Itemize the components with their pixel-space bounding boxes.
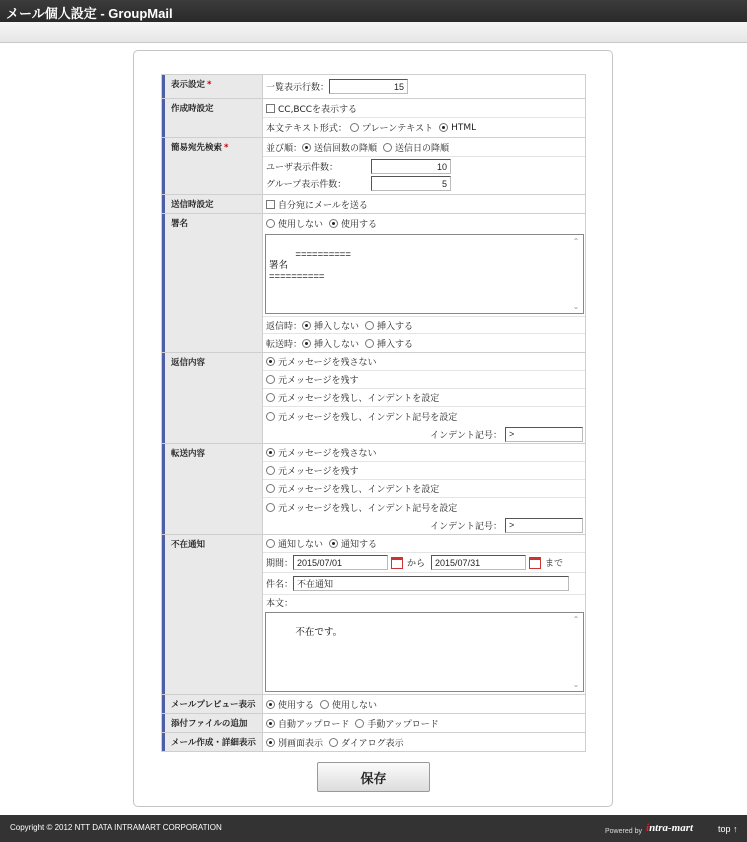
- forward-no-insert-label: 挿入しない: [314, 339, 360, 350]
- toolbar: [0, 22, 747, 43]
- manual-upload-radio[interactable]: [355, 719, 364, 728]
- auto-upload-label: 自動アップロード: [278, 719, 350, 730]
- start-date-input[interactable]: 2015/07/01: [293, 555, 388, 570]
- scroll-up-icon[interactable]: ⌃: [572, 615, 580, 624]
- user-count-label: ユーザ表示件数：: [266, 163, 339, 173]
- reply-insert-label: 返信時：: [266, 321, 303, 332]
- row-attachment: [162, 714, 585, 733]
- reply-option-radio[interactable]: [266, 412, 275, 421]
- scroll-up-icon[interactable]: ⌃: [572, 237, 580, 246]
- ccbcc-label: CC,BCCを表示する: [278, 104, 358, 115]
- forward-option-radio[interactable]: [266, 503, 275, 512]
- separate-window-label: 別画面表示: [278, 738, 324, 749]
- preview-on-label: 使用する: [278, 700, 315, 711]
- preview-off-radio[interactable]: [320, 700, 329, 709]
- separate-window-radio[interactable]: [266, 738, 275, 747]
- powered-by: Powered by: [605, 828, 642, 835]
- required-mark: *: [224, 143, 229, 153]
- send-to-self-label: 自分宛にメールを送る: [278, 200, 368, 211]
- end-date-input[interactable]: 2015/07/31: [431, 555, 526, 570]
- to-label: まで: [545, 559, 564, 569]
- row-forward-content: [162, 444, 585, 535]
- label-reply-content: 返信内容: [162, 353, 263, 443]
- forward-option-radio[interactable]: [266, 484, 275, 493]
- settings-form: [161, 74, 586, 752]
- save-button[interactable]: 保存: [317, 762, 430, 792]
- auto-upload-radio[interactable]: [266, 719, 275, 728]
- period-label: 期間：: [266, 559, 294, 569]
- intramart-logo: [646, 822, 693, 834]
- calendar-icon[interactable]: [391, 557, 403, 569]
- html-label: HTML: [451, 122, 477, 133]
- order-label: 並び順：: [266, 143, 303, 154]
- no-notify-radio[interactable]: [266, 539, 275, 548]
- top-link[interactable]: top ↑: [718, 824, 738, 834]
- reply-option-radio[interactable]: [266, 375, 275, 384]
- notify-label: 通知する: [341, 540, 378, 550]
- html-radio[interactable]: [439, 123, 448, 132]
- label-absence: 不在通知: [162, 535, 263, 694]
- body-text: 不在です。: [295, 627, 343, 638]
- reply-option-label: 元メッセージを残す: [278, 376, 359, 386]
- plain-label: プレーンテキスト: [361, 124, 434, 134]
- row-reply-content: [162, 353, 585, 444]
- reply-indent-input[interactable]: >: [505, 427, 583, 442]
- logo-text: ntra-mart: [649, 822, 694, 834]
- row-quick-search: [162, 138, 585, 195]
- reply-option-radio[interactable]: [266, 393, 275, 402]
- forward-option-label: 元メッセージを残し、インデントを設定: [278, 485, 440, 495]
- text-format-label: 本文テキスト形式：: [266, 124, 347, 134]
- label-quick-search: [162, 138, 263, 194]
- reply-insert-label-text: 挿入する: [377, 321, 414, 332]
- by-count-radio[interactable]: [302, 143, 311, 152]
- forward-indent-input[interactable]: >: [505, 518, 583, 533]
- subject-input[interactable]: 不在通知: [293, 576, 569, 591]
- dialog-label: ダイアログ表示: [341, 738, 404, 749]
- label-attachment: 添付ファイルの追加: [162, 714, 263, 732]
- forward-insert-label: 転送時：: [266, 339, 303, 350]
- send-to-self-checkbox[interactable]: [266, 200, 275, 209]
- signature-on-radio[interactable]: [329, 219, 338, 228]
- label-text: 表示設定: [171, 80, 206, 90]
- row-absence: [162, 535, 585, 695]
- forward-insert-radio[interactable]: [365, 339, 374, 348]
- forward-option-label: 元メッセージを残す: [278, 467, 359, 477]
- scrollbar[interactable]: [569, 235, 583, 313]
- reply-option-label: 元メッセージを残さない: [278, 358, 377, 368]
- forward-option-label: 元メッセージを残さない: [278, 449, 377, 459]
- signature-textarea[interactable]: [265, 234, 584, 314]
- scroll-down-icon[interactable]: ⌄: [572, 302, 580, 311]
- ccbcc-checkbox[interactable]: [266, 104, 275, 113]
- calendar-icon[interactable]: [529, 557, 541, 569]
- scroll-down-icon[interactable]: ⌄: [572, 680, 580, 689]
- notify-radio[interactable]: [329, 539, 338, 548]
- dialog-radio[interactable]: [329, 738, 338, 747]
- row-display: [162, 75, 585, 99]
- forward-option-label: 元メッセージを残し、インデント記号を設定: [278, 503, 458, 514]
- rows-label: 一覧表示行数：: [266, 83, 330, 93]
- no-notify-label: 通知しない: [278, 540, 324, 550]
- group-count-input[interactable]: 5: [371, 176, 451, 191]
- row-compose: [162, 99, 585, 138]
- body-textarea[interactable]: [265, 612, 584, 692]
- reply-indent-label: インデント記号：: [430, 430, 502, 441]
- reply-option-radio[interactable]: [266, 357, 275, 366]
- forward-no-insert-radio[interactable]: [302, 339, 311, 348]
- reply-no-insert-label: 挿入しない: [314, 321, 360, 332]
- signature-off-radio[interactable]: [266, 219, 275, 228]
- row-send: [162, 195, 585, 214]
- by-date-label: 送信日の降順: [395, 143, 450, 154]
- signature-on-label: 使用する: [341, 219, 378, 230]
- copyright: Copyright © 2012 NTT DATA INTRAMART CORPORATION: [10, 823, 222, 832]
- manual-upload-label: 手動アップロード: [367, 719, 439, 730]
- settings-panel: [133, 50, 613, 807]
- logo-i: i: [646, 822, 650, 834]
- label-detail: メール作成・詳細表示: [162, 733, 263, 751]
- forward-option-radio[interactable]: [266, 448, 275, 457]
- preview-off-label: 使用しない: [332, 700, 378, 711]
- rows-input[interactable]: 15: [329, 79, 408, 94]
- body-label: 本文：: [266, 599, 294, 609]
- plain-radio[interactable]: [350, 123, 359, 132]
- forward-option-radio[interactable]: [266, 466, 275, 475]
- footer: [0, 815, 747, 842]
- from-label: から: [407, 559, 426, 569]
- reply-insert-radio[interactable]: [365, 321, 374, 330]
- user-count-input[interactable]: 10: [371, 159, 451, 174]
- preview-on-radio[interactable]: [266, 700, 275, 709]
- row-signature: [162, 214, 585, 353]
- group-count-label: グループ表示件数：: [266, 180, 347, 190]
- label-signature: 署名: [162, 214, 263, 352]
- label-compose: 作成時設定: [162, 99, 263, 137]
- reply-option-label: 元メッセージを残し、インデント記号を設定: [278, 412, 458, 423]
- reply-option-label: 元メッセージを残し、インデントを設定: [278, 394, 440, 404]
- scrollbar[interactable]: [569, 613, 583, 691]
- label-forward-content: 転送内容: [162, 444, 263, 534]
- signature-off-label: 使用しない: [278, 219, 324, 230]
- window-title: メール個人設定 - GroupMail: [0, 0, 747, 22]
- label-display: [162, 75, 263, 98]
- signature-text: ========== 署名 ==========: [269, 249, 351, 282]
- by-date-radio[interactable]: [383, 143, 392, 152]
- reply-no-insert-radio[interactable]: [302, 321, 311, 330]
- forward-insert-label-text: 挿入する: [377, 339, 414, 350]
- row-preview: [162, 695, 585, 714]
- by-count-label: 送信回数の降順: [314, 143, 378, 154]
- forward-indent-label: インデント記号：: [430, 521, 502, 532]
- label-send: 送信時設定: [162, 195, 263, 213]
- required-mark: *: [207, 80, 212, 90]
- label-text: 簡易宛先検索: [171, 143, 223, 153]
- row-detail: [162, 733, 585, 752]
- subject-label: 件名：: [266, 580, 294, 590]
- label-preview: メールプレビュー表示: [162, 695, 263, 713]
